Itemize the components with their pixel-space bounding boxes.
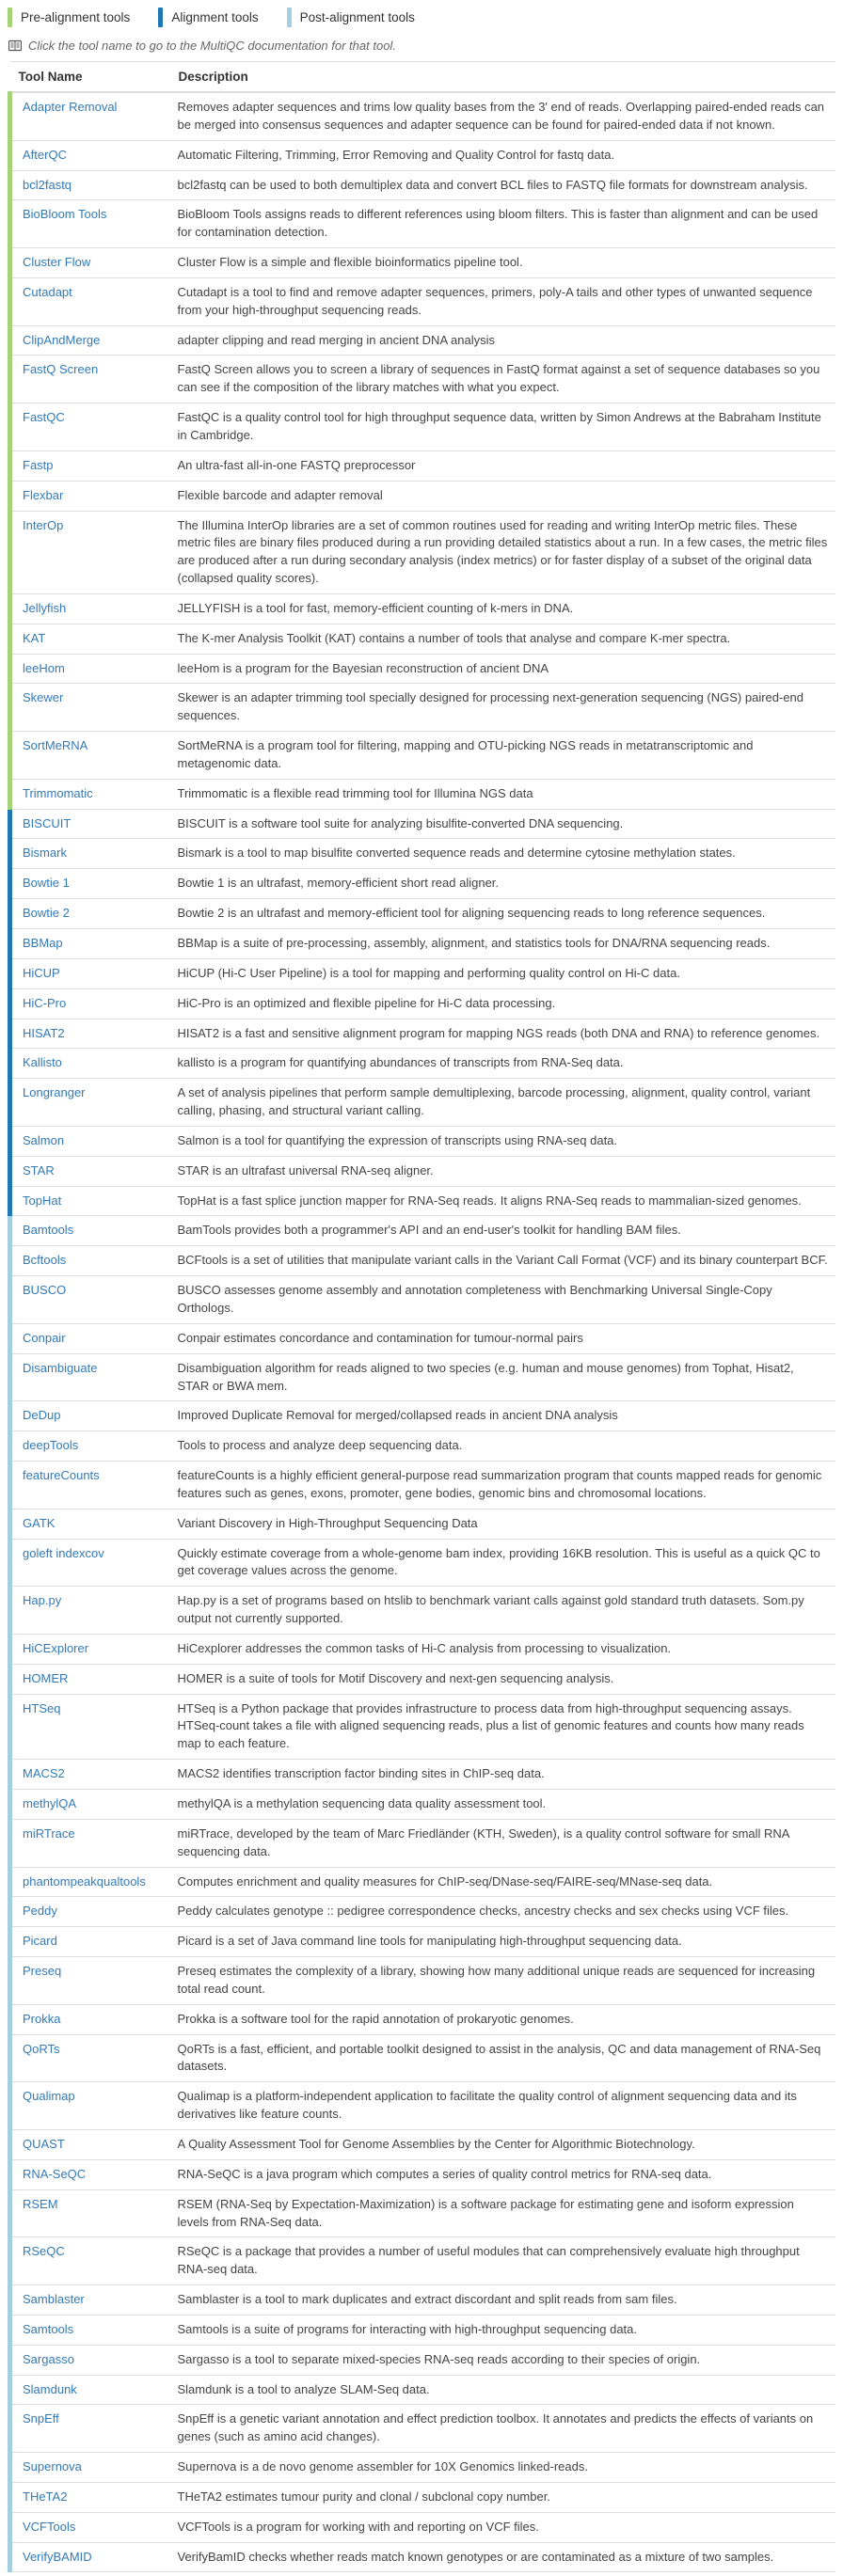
tool-name-link[interactable]: deepTools xyxy=(23,1438,79,1453)
tool-name-link[interactable]: QoRTs xyxy=(23,2041,60,2056)
tool-name-cell xyxy=(10,2453,170,2483)
table-row xyxy=(10,170,836,200)
tool-description-cell: Improved Duplicate Removal for merged/collapsed reads in ancient DNA analysis xyxy=(170,1401,836,1431)
tool-name-link[interactable]: bcl2fastq xyxy=(23,177,72,192)
tool-description-cell: Flexible barcode and adapter removal xyxy=(170,481,836,511)
tool-description-cell: BISCUIT is a software tool suite for analyzing bisulfite-converted DNA sequencing. xyxy=(170,809,836,839)
tool-name-link[interactable]: Peddy xyxy=(23,1904,57,1919)
tool-name-cell xyxy=(10,1126,170,1156)
tool-name-cell xyxy=(10,1156,170,1186)
tool-name-cell xyxy=(10,1694,170,1760)
tool-name-cell xyxy=(10,809,170,839)
tool-name-link[interactable]: HiC-Pro xyxy=(23,995,67,1010)
tool-name-cell xyxy=(10,988,170,1019)
tool-name-link[interactable]: Cutadapt xyxy=(23,284,72,299)
tool-name-link[interactable]: Bcftools xyxy=(23,1253,67,1268)
tool-description-cell: HiCexplorer addresses the common tasks of Hi-C analysis from processing to visualization. xyxy=(170,1634,836,1664)
tool-name-link[interactable]: Qualimap xyxy=(23,2089,75,2104)
tool-name-link[interactable]: Bamtools xyxy=(23,1223,74,1238)
tool-name-link[interactable]: methylQA xyxy=(23,1796,77,1810)
tool-name-cell xyxy=(10,839,170,869)
tool-name-cell xyxy=(10,1462,170,1509)
tool-description-cell: Automatic Filtering, Trimming, Error Removing and Quality Control for fastq data. xyxy=(170,140,836,170)
tool-description-cell: Samblaster is a tool to mark duplicates and extract discordant and split reads from sam files. xyxy=(170,2285,836,2315)
tool-name-link[interactable]: Bowtie 1 xyxy=(23,876,70,891)
tool-description-cell: HOMER is a suite of tools for Motif Discovery and next-gen sequencing analysis. xyxy=(170,1664,836,1694)
table-row xyxy=(10,1867,836,1897)
legend-label: Pre-alignment tools xyxy=(21,10,131,24)
tool-name-cell xyxy=(10,1587,170,1635)
tool-name-link[interactable]: goleft indexcov xyxy=(23,1545,104,1560)
tool-name-cell xyxy=(10,170,170,200)
tool-description-cell: Slamdunk is a tool to analyze SLAM-Seq data. xyxy=(170,2375,836,2405)
tool-name-cell xyxy=(10,2189,170,2237)
tool-description-cell: A set of analysis pipelines that perform sample demultiplexing, barcode processing, alignment, quality control, variant calling, phasing, and structural variant calling. xyxy=(170,1079,836,1127)
tool-description-cell: BBMap is a suite of pre-processing, assembly, alignment, and statistics tools for DNA/RNA sequencing reads. xyxy=(170,929,836,959)
tool-name-link[interactable]: Flexbar xyxy=(23,487,64,502)
table-row xyxy=(10,869,836,899)
tool-name-link[interactable]: THeTA2 xyxy=(23,2489,68,2504)
tool-name-link[interactable]: Picard xyxy=(23,1934,57,1949)
tool-name-link[interactable]: BISCUIT xyxy=(23,815,72,830)
table-row xyxy=(10,1957,836,2005)
tool-name-cell xyxy=(10,1957,170,2005)
usage-note-text: Click the tool name to go to the MultiQC documentation for that tool. xyxy=(28,39,396,53)
table-row xyxy=(10,1819,836,1867)
table-row xyxy=(10,2345,836,2375)
tool-name-link[interactable]: RNA-SeQC xyxy=(23,2166,87,2181)
tool-name-cell xyxy=(10,2542,170,2572)
table-row xyxy=(10,839,836,869)
table-row xyxy=(10,809,836,839)
table-row xyxy=(10,403,836,451)
legend-item-align-alignment-tools xyxy=(158,8,258,27)
table-row xyxy=(10,2237,836,2285)
tool-description-cell: miRTrace, developed by the team of Marc Friedländer (KTH, Sweden), is a quality control software for small RNA sequencing data. xyxy=(170,1819,836,1867)
table-row xyxy=(10,654,836,684)
tool-description-cell: Cutadapt is a tool to find and remove adapter sequences, primers, poly-A tails and other types of unwanted sequence from your high-throughput sequencing reads. xyxy=(170,277,836,325)
tool-description-cell: HISAT2 is a fast and sensitive alignment program for mapping NGS reads (both DNA and RNA) to reference genomes. xyxy=(170,1019,836,1049)
tool-name-cell xyxy=(10,899,170,929)
table-row xyxy=(10,2542,836,2572)
tool-description-cell: STAR is an ultrafast universal RNA-seq aligner. xyxy=(170,1156,836,1186)
tool-name-link[interactable]: HISAT2 xyxy=(23,1025,65,1040)
tool-name-link[interactable]: HOMER xyxy=(23,1670,69,1685)
tool-name-cell xyxy=(10,1867,170,1897)
table-row xyxy=(10,140,836,170)
tool-name-cell xyxy=(10,1401,170,1431)
tool-description-cell: featureCounts is a highly efficient general-purpose read summarization program that counts mapped reads for genomic features such as genes, exons, promoter, gene bodies, genomic bins and chromosomal locations. xyxy=(170,1462,836,1509)
tool-description-cell: Picard is a set of Java command line tools for manipulating high-throughput sequencing data. xyxy=(170,1927,836,1957)
tool-name-link[interactable]: Longranger xyxy=(23,1085,86,1100)
tool-description-cell: A Quality Assessment Tool for Genome Assemblies by the Center for Algorithmic Biotechnology. xyxy=(170,2129,836,2159)
table-row xyxy=(10,277,836,325)
tool-name-cell xyxy=(10,140,170,170)
tool-name-link[interactable]: featureCounts xyxy=(23,1468,100,1483)
table-row xyxy=(10,1462,836,1509)
tool-name-cell xyxy=(10,2345,170,2375)
tool-description-cell: The K-mer Analysis Toolkit (KAT) contains a number of tools that analyse and compare K-mer spectra. xyxy=(170,624,836,654)
column-header-description: Description xyxy=(170,62,836,93)
tool-name-cell xyxy=(10,684,170,732)
tool-name-link[interactable]: Trimmomatic xyxy=(23,785,93,800)
table-row xyxy=(10,200,836,248)
tool-description-cell: HiC-Pro is an optimized and flexible pipeline for Hi-C data processing. xyxy=(170,988,836,1019)
tool-name-cell xyxy=(10,1927,170,1957)
tool-name-cell xyxy=(10,200,170,248)
tool-description-cell: Peddy calculates genotype :: pedigree correspondence checks, ancestry checks and sex checks using VCF files. xyxy=(170,1897,836,1927)
table-row xyxy=(10,2285,836,2315)
tool-description-cell: An ultra-fast all-in-one FASTQ preprocessor xyxy=(170,450,836,481)
tool-name-link[interactable]: Cluster Flow xyxy=(23,255,91,270)
tool-description-cell: The Illumina InterOp libraries are a set of common routines used for reading and writing InterOp metric files. These metric files are binary files produced during a run providing detailed statistics about a run. In a few cases, the metric files are produced after a run during secondary analysis (index metrics) or for faster display of a subset of the original data (collapsed quality scores). xyxy=(170,511,836,593)
tool-name-cell xyxy=(10,2405,170,2453)
tool-name-cell xyxy=(10,593,170,624)
tool-name-cell xyxy=(10,1216,170,1246)
tool-name-link[interactable]: Bismark xyxy=(23,845,67,861)
tool-description-cell: Bowtie 1 is an ultrafast, memory-efficient short read aligner. xyxy=(170,869,836,899)
tool-name-link[interactable]: Hap.py xyxy=(23,1593,62,1608)
tool-name-link[interactable]: Supernova xyxy=(23,2459,82,2474)
tool-description-cell: kallisto is a program for quantifying abundances of transcripts from RNA-Seq data. xyxy=(170,1049,836,1079)
tool-name-link[interactable]: phantompeakqualtools xyxy=(23,1873,146,1889)
tool-description-cell: Trimmomatic is a flexible read trimming tool for Illumina NGS data xyxy=(170,779,836,809)
legend-color-bar xyxy=(8,8,12,27)
tool-description-cell: BUSCO assesses genome assembly and annotation completeness with Benchmarking Universal Single-Copy Orthologs. xyxy=(170,1276,836,1324)
tool-description-cell: Sargasso is a tool to separate mixed-species RNA-seq reads according to their species of origin. xyxy=(170,2345,836,2375)
table-row xyxy=(10,1431,836,1462)
table-row xyxy=(10,988,836,1019)
tool-name-link[interactable]: BUSCO xyxy=(23,1283,67,1298)
table-row xyxy=(10,899,836,929)
tool-name-cell xyxy=(10,929,170,959)
tool-description-cell: Computes enrichment and quality measures for ChIP-seq/DNase-seq/FAIRE-seq/MNase-seq data. xyxy=(170,1867,836,1897)
tool-name-cell xyxy=(10,2315,170,2345)
tool-description-cell: Tools to process and analyze deep sequencing data. xyxy=(170,1431,836,1462)
table-row xyxy=(10,958,836,988)
table-row xyxy=(10,356,836,403)
tool-description-cell: Variant Discovery in High-Throughput Sequencing Data xyxy=(170,1509,836,1539)
table-row xyxy=(10,2375,836,2405)
table-row xyxy=(10,92,836,140)
table-header-row xyxy=(10,62,836,93)
tool-description-cell: SortMeRNA is a program tool for filtering, mapping and OTU-picking NGS reads in metatranscriptomic and metagenomic data. xyxy=(170,732,836,780)
tool-description-cell: MACS2 identifies transcription factor binding sites in ChIP-seq data. xyxy=(170,1760,836,1790)
legend-color-bar xyxy=(287,8,292,27)
table-row xyxy=(10,1049,836,1079)
table-row xyxy=(10,684,836,732)
tool-name-cell xyxy=(10,2375,170,2405)
tool-name-cell xyxy=(10,1760,170,1790)
legend-item-post-alignment-tools xyxy=(287,8,415,27)
tool-description-cell: BioBloom Tools assigns reads to different references using bloom filters. This is faster than alignment and can be used for contamination detection. xyxy=(170,200,836,248)
table-row xyxy=(10,481,836,511)
tool-name-link[interactable]: ClipAndMerge xyxy=(23,332,101,347)
tool-description-cell: HiCUP (Hi-C User Pipeline) is a tool for mapping and performing quality control on Hi-C data. xyxy=(170,958,836,988)
tool-name-cell xyxy=(10,2129,170,2159)
tool-name-link[interactable]: Sargasso xyxy=(23,2351,74,2366)
tool-name-cell xyxy=(10,2004,170,2034)
tool-name-link[interactable]: Skewer xyxy=(23,690,64,705)
tool-name-link[interactable]: SortMeRNA xyxy=(23,738,88,753)
table-row xyxy=(10,624,836,654)
tool-description-cell: FastQC is a quality control tool for high throughput sequence data, written by Simon Andrews at the Babraham Institute in Cambridge. xyxy=(170,403,836,451)
tool-name-cell xyxy=(10,1323,170,1353)
table-row xyxy=(10,2189,836,2237)
table-row xyxy=(10,779,836,809)
table-row xyxy=(10,593,836,624)
tool-name-link[interactable]: BBMap xyxy=(23,936,63,950)
tool-name-link[interactable]: Samblaster xyxy=(23,2292,85,2307)
table-row xyxy=(10,2082,836,2130)
tool-name-link[interactable]: HiCExplorer xyxy=(23,1640,89,1655)
table-row xyxy=(10,1897,836,1927)
table-row xyxy=(10,1790,836,1820)
tool-description-cell: Supernova is a de novo genome assembler for 10X Genomics linked-reads. xyxy=(170,2453,836,2483)
tool-name-link[interactable]: HiCUP xyxy=(23,965,60,980)
tool-name-link[interactable]: QUAST xyxy=(23,2136,65,2151)
tool-description-cell: Conpair estimates concordance and contamination for tumour-normal pairs xyxy=(170,1323,836,1353)
tool-description-cell: Samtools is a suite of programs for interacting with high-throughput sequencing data. xyxy=(170,2315,836,2345)
table-row xyxy=(10,1509,836,1539)
legend-label: Alignment tools xyxy=(171,10,259,24)
table-row xyxy=(10,2159,836,2189)
tool-description-cell: Salmon is a tool for quantifying the expression of transcripts using RNA-seq data. xyxy=(170,1126,836,1156)
tool-description-cell: RSEM (RNA-Seq by Expectation-Maximization) is a software package for estimating gene and isoform expression levels from RNA-Seq data. xyxy=(170,2189,836,2237)
table-row xyxy=(10,1186,836,1216)
tool-description-cell: Quickly estimate coverage from a whole-genome bam index, providing 16KB resolution. This is useful as a quick QC to get coverage values across the genome. xyxy=(170,1539,836,1587)
table-row xyxy=(10,1587,836,1635)
table-row xyxy=(10,1927,836,1957)
book-icon xyxy=(8,40,22,52)
tool-name-cell xyxy=(10,1019,170,1049)
tool-description-cell: Removes adapter sequences and trims low quality bases from the 3' end of reads. Overlapping paired-ended reads can be merged into consensus sequences and adapter sequence can be found for paired-ended data if not known. xyxy=(170,92,836,140)
tool-description-cell: methylQA is a methylation sequencing data quality assessment tool. xyxy=(170,1790,836,1820)
tool-name-link[interactable]: Fastp xyxy=(23,457,54,472)
tool-description-cell: leeHom is a program for the Bayesian reconstruction of ancient DNA xyxy=(170,654,836,684)
tool-name-cell xyxy=(10,624,170,654)
usage-note xyxy=(8,33,835,61)
tool-name-link[interactable]: STAR xyxy=(23,1162,55,1177)
table-row xyxy=(10,2004,836,2034)
tool-description-cell: Bismark is a tool to map bisulfite converted sequence reads and determine cytosine methylation states. xyxy=(170,839,836,869)
tool-name-link[interactable]: VCFTools xyxy=(23,2519,76,2534)
table-row xyxy=(10,1019,836,1049)
tool-name-link[interactable]: AfterQC xyxy=(23,147,67,162)
tool-name-link[interactable]: BioBloom Tools xyxy=(23,207,107,222)
table-row xyxy=(10,2453,836,2483)
table-row xyxy=(10,1156,836,1186)
tool-description-cell: THeTA2 estimates tumour purity and clonal / subclonal copy number. xyxy=(170,2482,836,2512)
legend-item-pre-alignment-tools xyxy=(8,8,130,27)
tool-name-cell xyxy=(10,779,170,809)
tools-table xyxy=(8,61,835,2572)
tool-name-cell xyxy=(10,2082,170,2130)
tool-name-link[interactable]: Disambiguate xyxy=(23,1360,98,1375)
tool-name-link[interactable]: leeHom xyxy=(23,660,65,675)
tool-description-cell: VCFTools is a program for working with and reporting on VCF files. xyxy=(170,2512,836,2542)
tool-name-link[interactable]: KAT xyxy=(23,630,46,645)
table-row xyxy=(10,2034,836,2082)
tool-description-cell: Disambiguation algorithm for reads aligned to two species (e.g. human and mouse genomes) from Tophat, Hisat2, STAR or BWA mem. xyxy=(170,1353,836,1401)
tool-description-cell: BCFtools is a set of utilities that manipulate variant calls in the Variant Call Format (VCF) and its binary counterpart BCF. xyxy=(170,1246,836,1276)
tool-description-cell: RSeQC is a package that provides a number of useful modules that can comprehensively evaluate high throughput RNA-seq data. xyxy=(170,2237,836,2285)
tool-name-link[interactable]: FastQ Screen xyxy=(23,362,99,377)
tool-description-cell: Hap.py is a set of programs based on htslib to benchmark variant calls against gold standard truth datasets. Som.py output not currently supported. xyxy=(170,1587,836,1635)
tool-name-cell xyxy=(10,2512,170,2542)
table-row xyxy=(10,732,836,780)
tool-description-cell: JELLYFISH is a tool for fast, memory-efficient counting of k-mers in DNA. xyxy=(170,593,836,624)
tool-name-cell xyxy=(10,1790,170,1820)
table-row xyxy=(10,1634,836,1664)
table-row xyxy=(10,248,836,278)
tool-name-cell xyxy=(10,1276,170,1324)
table-row xyxy=(10,1079,836,1127)
tool-description-cell: HTSeq is a Python package that provides infrastructure to process data from high-throughput sequencing assays. HTSeq-count takes a file with aligned sequencing reads, plus a list of genomic features and counts how many reads map to each feature. xyxy=(170,1694,836,1760)
tool-name-link[interactable]: Salmon xyxy=(23,1132,65,1147)
tool-name-cell xyxy=(10,869,170,899)
tool-name-cell xyxy=(10,1539,170,1587)
tool-description-cell: BamTools provides both a programmer's API and an end-user's toolkit for handling BAM files. xyxy=(170,1216,836,1246)
tool-name-link[interactable]: DeDup xyxy=(23,1408,61,1423)
tool-name-cell xyxy=(10,1186,170,1216)
tool-name-cell xyxy=(10,481,170,511)
tool-name-link[interactable]: MACS2 xyxy=(23,1766,65,1781)
tool-name-link[interactable]: RSeQC xyxy=(23,2244,65,2259)
tool-name-link[interactable]: Adapter Removal xyxy=(23,100,118,114)
table-row xyxy=(10,1694,836,1760)
tool-name-cell xyxy=(10,958,170,988)
tool-name-cell xyxy=(10,1819,170,1867)
table-row xyxy=(10,2315,836,2345)
tool-name-cell xyxy=(10,1897,170,1927)
tools-documentation-page xyxy=(8,6,835,2572)
category-legend xyxy=(8,6,835,33)
tool-name-link[interactable]: TopHat xyxy=(23,1193,62,1208)
tool-name-cell xyxy=(10,2237,170,2285)
tool-name-link[interactable]: InterOp xyxy=(23,517,64,532)
tool-name-link[interactable]: Conpair xyxy=(23,1330,66,1345)
tool-name-link[interactable]: miRTrace xyxy=(23,1825,75,1841)
tool-name-link[interactable]: Preseq xyxy=(23,1964,62,1979)
table-row xyxy=(10,511,836,593)
tool-name-cell xyxy=(10,325,170,356)
tool-name-link[interactable]: Kallisto xyxy=(23,1055,62,1070)
tool-name-cell xyxy=(10,1509,170,1539)
tool-description-cell: Prokka is a software tool for the rapid annotation of prokaryotic genomes. xyxy=(170,2004,836,2034)
tool-description-cell: Skewer is an adapter trimming tool specially designed for processing next-generation sequencing (NGS) paired-end sequences. xyxy=(170,684,836,732)
table-row xyxy=(10,1760,836,1790)
tool-name-cell xyxy=(10,248,170,278)
tool-name-cell xyxy=(10,1246,170,1276)
table-row xyxy=(10,1539,836,1587)
table-row xyxy=(10,1353,836,1401)
tool-name-link[interactable]: Slamdunk xyxy=(23,2381,77,2396)
tool-name-link[interactable]: HTSeq xyxy=(23,1700,61,1715)
tool-name-cell xyxy=(10,1353,170,1401)
tool-description-cell: Cluster Flow is a simple and flexible bioinformatics pipeline tool. xyxy=(170,248,836,278)
tool-name-link[interactable]: SnpEff xyxy=(23,2411,59,2426)
table-row xyxy=(10,2512,836,2542)
column-header-tool-name: Tool Name xyxy=(10,62,170,93)
tool-name-link[interactable]: RSEM xyxy=(23,2196,58,2211)
table-row xyxy=(10,2129,836,2159)
tool-name-link[interactable]: VerifyBAMID xyxy=(23,2549,92,2564)
table-row xyxy=(10,1323,836,1353)
tool-name-cell xyxy=(10,1634,170,1664)
table-row xyxy=(10,1401,836,1431)
table-row xyxy=(10,1664,836,1694)
tool-description-cell: QoRTs is a fast, efficient, and portable toolkit designed to assist in the analysis, QC and data management of RNA-Seq datasets. xyxy=(170,2034,836,2082)
tool-description-cell: RNA-SeQC is a java program which computes a series of quality control metrics for RNA-seq data. xyxy=(170,2159,836,2189)
legend-color-bar xyxy=(158,8,163,27)
tool-name-link[interactable]: Bowtie 2 xyxy=(23,906,70,921)
tool-description-cell: VerifyBamID checks whether reads match known genotypes or are contaminated as a mixture of two samples. xyxy=(170,2542,836,2572)
tool-description-cell: TopHat is a fast splice junction mapper for RNA-Seq reads. It aligns RNA-Seq reads to mammalian-sized genomes. xyxy=(170,1186,836,1216)
tool-name-link[interactable]: Prokka xyxy=(23,2011,61,2026)
tool-name-link[interactable]: Jellyfish xyxy=(23,600,67,615)
tool-name-cell xyxy=(10,356,170,403)
tool-description-cell: Bowtie 2 is an ultrafast and memory-efficient tool for aligning sequencing reads to long reference sequences. xyxy=(170,899,836,929)
tool-name-cell xyxy=(10,1664,170,1694)
table-row xyxy=(10,929,836,959)
legend-label: Post-alignment tools xyxy=(299,10,415,24)
table-row xyxy=(10,450,836,481)
tool-description-cell: Preseq estimates the complexity of a library, showing how many additional unique reads are sequenced for increasing total read count. xyxy=(170,1957,836,2005)
tool-name-cell xyxy=(10,2159,170,2189)
tool-description-cell: FastQ Screen allows you to screen a library of sequences in FastQ format against a set of sequence databases so you can see if the composition of the library matches with what you expect. xyxy=(170,356,836,403)
tool-name-cell xyxy=(10,1431,170,1462)
tool-name-cell xyxy=(10,654,170,684)
table-row xyxy=(10,2405,836,2453)
table-row xyxy=(10,1126,836,1156)
tool-name-cell xyxy=(10,92,170,140)
table-row xyxy=(10,1216,836,1246)
tool-name-link[interactable]: Samtools xyxy=(23,2321,74,2336)
tool-name-cell xyxy=(10,2482,170,2512)
tool-name-cell xyxy=(10,2285,170,2315)
tool-description-cell: Qualimap is a platform-independent application to facilitate the quality control of alignment sequencing data and its derivatives like feature counts. xyxy=(170,2082,836,2130)
tool-name-link[interactable]: GATK xyxy=(23,1515,56,1530)
tool-name-cell xyxy=(10,277,170,325)
tool-description-cell: adapter clipping and read merging in ancient DNA analysis xyxy=(170,325,836,356)
tool-name-cell xyxy=(10,403,170,451)
tool-name-cell xyxy=(10,450,170,481)
tool-name-cell xyxy=(10,2034,170,2082)
table-row xyxy=(10,1246,836,1276)
tool-name-link[interactable]: FastQC xyxy=(23,410,65,425)
table-row xyxy=(10,2482,836,2512)
tool-name-cell xyxy=(10,1049,170,1079)
tool-description-cell: bcl2fastq can be used to both demultiplex data and convert BCL files to FASTQ file formats for downstream analysis. xyxy=(170,170,836,200)
tool-name-cell xyxy=(10,732,170,780)
tool-name-cell xyxy=(10,511,170,593)
tool-description-cell: SnpEff is a genetic variant annotation and effect prediction toolbox. It annotates and predicts the effects of variants on genes (such as amino acid changes). xyxy=(170,2405,836,2453)
table-row xyxy=(10,1276,836,1324)
table-row xyxy=(10,325,836,356)
tool-name-cell xyxy=(10,1079,170,1127)
